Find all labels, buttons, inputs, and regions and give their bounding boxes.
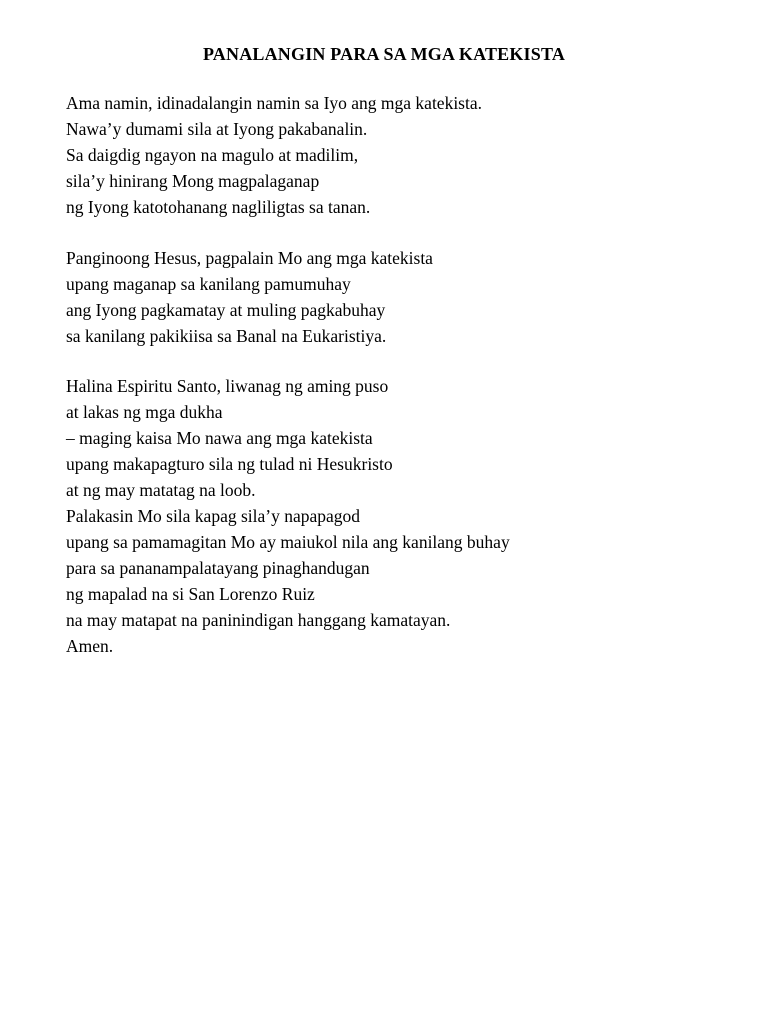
prayer-line: upang makapagturo sila ng tulad ni Hesukristo	[66, 454, 393, 474]
prayer-line: upang maganap sa kanilang pamumuhay	[66, 273, 351, 294]
stanza-1	[66, 90, 746, 220]
prayer-body	[66, 90, 746, 684]
prayer-line: ng mapalad na si San Lorenzo Ruiz	[66, 584, 315, 604]
document-title: PANALANGIN PARA SA MGA KATEKISTA	[202, 44, 566, 64]
prayer-line: at lakas ng mga dukha	[66, 402, 223, 422]
prayer-line: Sa daigdig ngayon na magulo at madilim,	[66, 145, 359, 165]
prayer-line: Halina Espiritu Santo, liwanag ng aming puso	[66, 376, 389, 396]
prayer-line: Palakasin Mo sila kapag sila’y napapagod	[66, 506, 361, 526]
prayer-line: at ng may matatag na loob.	[66, 480, 256, 500]
prayer-line-amen: Amen.	[66, 636, 114, 656]
prayer-line: ang Iyong pagkamatay at muling pagkabuhay	[66, 299, 386, 320]
stanza-2	[66, 245, 746, 349]
prayer-line: Ama namin, idinadalangin namin sa Iyo ang mga katekista.	[66, 93, 483, 113]
prayer-line: – maging kaisa Mo nawa ang mga katekista	[66, 428, 373, 448]
prayer-line: upang sa pamamagitan Mo ay maiukol nila ang kanilang buhay	[66, 532, 510, 552]
prayer-line: ng Iyong katotohanang nagliligtas sa tanan.	[66, 197, 371, 217]
prayer-line: para sa pananampalatayang pinaghandugan	[66, 558, 370, 578]
prayer-line: sila’y hinirang Mong magpalaganap	[66, 171, 320, 191]
prayer-line: Panginoong Hesus, pagpalain Mo ang mga katekista	[66, 247, 433, 268]
prayer-line: Nawa’y dumami sila at Iyong pakabanalin.	[66, 119, 368, 139]
prayer-line: sa kanilang pakikiisa sa Banal na Eukaristiya.	[66, 325, 387, 346]
prayer-line: na may matapat na paninindigan hanggang kamatayan.	[66, 610, 451, 630]
stanza-3	[66, 373, 746, 659]
